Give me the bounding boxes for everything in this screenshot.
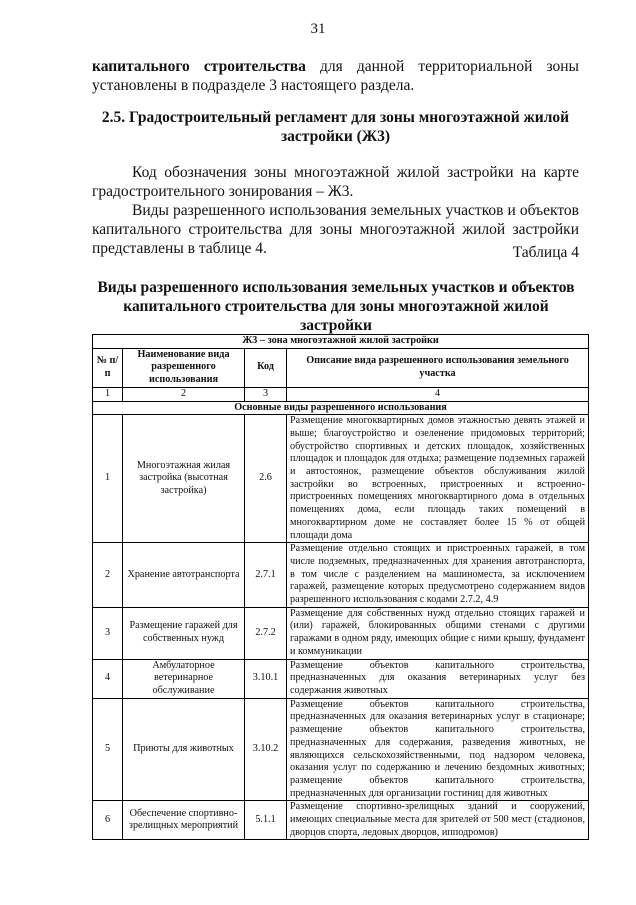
uses-table (92, 334, 589, 840)
header-code: Код (245, 348, 287, 387)
intro-line-2: установлены в подразделе 3 настоящего раздела. (92, 77, 415, 94)
row-num: 2 (93, 543, 123, 608)
header-num: № п/п (93, 348, 123, 387)
row-num: 3 (93, 607, 123, 659)
column-number-row (93, 387, 589, 401)
intro-line-1 (92, 57, 579, 76)
header-name: Наименование вида разрешенного использования (123, 348, 245, 387)
table-row (93, 698, 589, 801)
intro-bold-text: капитального строительства (92, 58, 306, 75)
col-number-4: 4 (287, 387, 589, 401)
row-name: Обеспечение спортивно-зрелищных мероприятий (123, 801, 245, 840)
row-code: 3.10.2 (245, 698, 287, 801)
row-code: 2.7.2 (245, 607, 287, 659)
group-header-cell: Основные виды разрешенного использования (93, 401, 589, 415)
row-name: Размещение гаражей для собственных нужд (123, 607, 245, 659)
section-title (92, 108, 579, 146)
uses-line-3: представлены в таблице 4. (92, 240, 267, 257)
row-num: 1 (93, 415, 123, 543)
intro-paragraph (92, 57, 579, 95)
column-header-row (93, 348, 589, 387)
uses-line-1: Виды разрешенного использования земельных участков и объектов (132, 202, 579, 219)
col-number-2: 2 (123, 387, 245, 401)
row-name: Многоэтажная жилая застройка (высотная застройка) (123, 415, 245, 543)
zone-code-paragraph (92, 163, 579, 201)
row-name: Хранение автотранспорта (123, 543, 245, 608)
table-caption-line-2: капитального строительства для зоны многоэтажной жилой застройки (123, 298, 549, 334)
table-row (93, 801, 589, 840)
group-header-row (93, 401, 589, 415)
zone-header-row (93, 335, 589, 349)
row-desc: Размещение отдельно стоящих и пристроенных гаражей, в том числе подземных, предназначенных для хранения автотранспорта, в том числе с разделением на машиноместа, за исключением гаражей, размещение которых предусмотрено содержанием видов разрешенного использования с кодами 2.7.2, 4.9 (287, 543, 589, 608)
row-desc: Размещение многоквартирных домов этажностью девять этажей и выше; благоустройство и озеленение придомовых территорий; обустройство спортивных и детских площадок, хозяйственных площадок и площадок для отдыха; размещение подземных гаражей и автостоянок, размещение объектов обслуживания жилой застройки во встроенных, пристроенных и встроенно-пристроенных помещениях многоквартирного дома в отдельных помещениях дома, если площадь таких помещений в многоквартирном доме не составляет более 15 % от общей площади дома (287, 415, 589, 543)
table-row (93, 543, 589, 608)
row-desc: Размещение спортивно-зрелищных зданий и сооружений, имеющих специальные места для зрителей от 500 мест (стадионов, дворцов спорта, ледовых дворцов, ипподромов) (287, 801, 589, 840)
col-number-3: 3 (245, 387, 287, 401)
row-name: Амбулаторное ветеринарное обслуживание (123, 659, 245, 698)
section-title-line-1: 2.5. Градостроительный регламент для зоны многоэтажной жилой (101, 109, 570, 126)
row-desc: Размещение объектов капитального строительства, предназначенных для оказания ветеринарных услуг в стационаре; размещение объектов капитального строительства, предназначенных для содержания, разведения животных, не являющихся сельскохозяйственными, под надзором человека, оказания услуг по содержанию и лечению бездомных животных; размещение объектов капитального строительства, предназначенных для организации гостиниц для животных (287, 698, 589, 801)
row-code: 2.6 (245, 415, 287, 543)
zone-header-cell: Ж3 – зона многоэтажной жилой застройки (93, 335, 589, 349)
row-num: 6 (93, 801, 123, 840)
table-caption (86, 278, 586, 335)
zone-code-line-1: Код обозначения зоны многоэтажной жилой застройки на карте (132, 164, 579, 181)
table-label: Таблица 4 (512, 244, 579, 261)
uses-paragraph (92, 201, 579, 258)
intro-text: для данной территориальной зоны (305, 58, 579, 75)
table-row (93, 607, 589, 659)
row-code: 3.10.1 (245, 659, 287, 698)
row-code: 2.7.1 (245, 543, 287, 608)
row-num: 4 (93, 659, 123, 698)
table-caption-line-1: Виды разрешенного использования земельных участков и объектов (97, 279, 575, 296)
row-desc: Размещение объектов капитального строительства, предназначенных для оказания ветеринарных услуг без содержания животных (287, 659, 589, 698)
row-name: Приюты для животных (123, 698, 245, 801)
row-desc: Размещение для собственных нужд отдельно стоящих гаражей и (или) гаражей, блокированных общими стенами с другими гаражами в одном ряду, имеющих общие с ними крышу, фундамент и коммуникации (287, 607, 589, 659)
row-num: 5 (93, 698, 123, 801)
page-number: 31 (310, 21, 326, 37)
zone-code-line-2: градостроительного зонирования – Ж3. (92, 183, 354, 200)
section-title-line-2: застройки (Ж3) (280, 128, 391, 145)
col-number-1: 1 (93, 387, 123, 401)
row-code: 5.1.1 (245, 801, 287, 840)
table-row (93, 415, 589, 543)
header-desc: Описание вида разрешенного использования земельного участка (287, 348, 589, 387)
uses-line-2: капитального строительства для зоны многоэтажной жилой застройки (92, 221, 579, 238)
table-row (93, 659, 589, 698)
